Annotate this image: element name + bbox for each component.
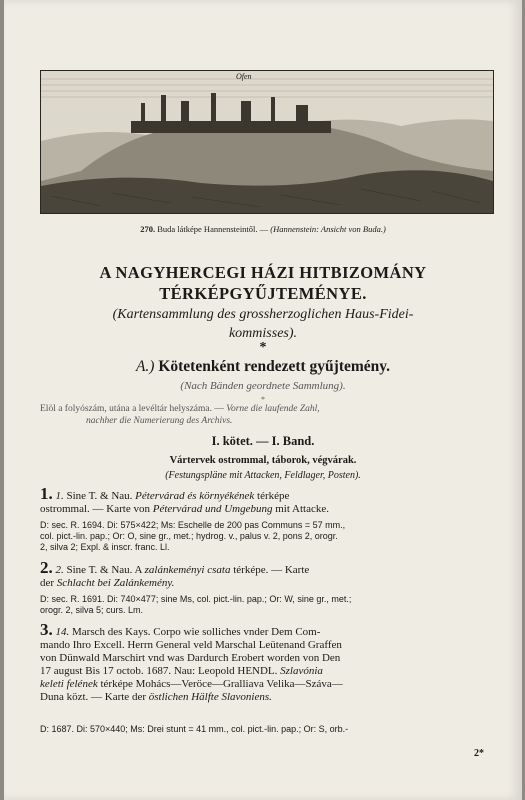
section-subtitle: (Nach Bänden geordnete Sammlung). xyxy=(180,380,346,392)
caption-german: (Hannenstein: Ansicht von Buda.) xyxy=(270,224,386,234)
entry-2-description xyxy=(40,594,500,616)
entry-text: Sine T. & Nau. xyxy=(63,490,136,502)
section-letter: A.) xyxy=(135,358,155,375)
page-title-line1: A NAGYHERCEGI HÁZI HITBIZOMÁNY xyxy=(99,263,427,282)
engraving-drawing xyxy=(41,71,493,213)
entry-archive-number: 1. xyxy=(55,490,64,502)
catalog-entry-2 xyxy=(40,558,500,590)
entry-text: 17 august Bis 17 octob. 1687. Nau: Leopold HENDL. xyxy=(40,665,278,677)
entry-text: mando Ihro Excell. Herrn General veld Marschal Leütenand Graffen xyxy=(40,639,342,651)
section-heading xyxy=(4,358,522,376)
entry-text: Duna közt. — Karte der xyxy=(40,691,149,703)
entry-meta-line: D: sec. R. 1691. Di: 740×477; sine Ms, col. pict.-lin. pap.; Or: W, sine gr., met.; xyxy=(40,594,352,604)
note-german: Vorne die laufende Zahl, xyxy=(226,404,320,414)
catalog-entry-3 xyxy=(40,620,500,704)
entry-text: ostrommal. — Karte von xyxy=(40,503,153,515)
entry-meta-line: D: 1687. Di: 570×440; Ms: Drei stunt = 41 mm., col. pict.-lin. pap.; Or: S, orb.- xyxy=(40,724,349,734)
section-title: Kötetenként rendezett gyűjtemény. xyxy=(158,358,391,375)
entry-meta-line: D: sec. R. 1694. Di: 575×422; Ms: Eschelle de 200 pas Communs = 57 mm., xyxy=(40,520,346,530)
entry-title-german: Schlacht bei Zalánkemény. xyxy=(56,577,175,589)
entry-text: Sine T. & Nau. A xyxy=(63,564,145,576)
entry-3-description xyxy=(40,724,500,735)
note-hungarian: Elöl a folyószám, utána a levéltár helyszáma. — xyxy=(40,404,224,414)
book-page xyxy=(4,0,522,800)
volume-subheading-german: (Festungspläne mit Attacken, Feldlager, Posten). xyxy=(165,470,361,481)
image-caption xyxy=(4,224,522,234)
entry-text: Marsch des Kays. Corpo wie solliches vnder Dem Com- xyxy=(69,626,321,638)
entry-number: 3. xyxy=(40,620,53,639)
town-label: Ofen xyxy=(236,72,252,81)
entry-text: der xyxy=(40,577,57,589)
entry-text: von Dünwald Marschirt vnd was Dardurch Erobert worden von Den xyxy=(40,652,341,664)
entry-text: mit Attacke. xyxy=(272,503,330,515)
entry-title: keleti felének xyxy=(40,678,98,690)
entry-archive-number: 2. xyxy=(55,564,64,576)
numbering-note xyxy=(40,403,500,427)
volume-heading: I. kötet. — I. Band. xyxy=(211,434,315,448)
entry-title: Pétervárad és környékének xyxy=(135,490,255,502)
entry-title: Szlavónia xyxy=(277,665,323,677)
subtitle-line2: kommisses). xyxy=(228,326,298,341)
caption-text: Buda látképe Hannensteintől. — xyxy=(157,224,269,234)
entry-1-description xyxy=(40,520,500,553)
entry-meta-line: 2, silva 2; Expl. & inscr. franc. Ll. xyxy=(40,542,170,552)
entry-meta-line: col. pict.-lin. pap.; Or: O, sine gr., met.; hydrog. v., palus v. 2, pons 2, orogr. xyxy=(40,531,338,541)
heading-star: * xyxy=(259,340,267,355)
entry-archive-number: 14. xyxy=(55,626,70,638)
entry-text: térképe Mohács—Veröce—Gralliava Velika—Száva— xyxy=(97,678,343,690)
subtitle-line1: (Kartensammlung des grossherzoglichen Haus-Fidei- xyxy=(112,307,414,322)
entry-title-german: östlichen Hälfte Slavoniens. xyxy=(148,691,272,703)
entry-number: 1. xyxy=(40,484,53,503)
entry-meta-line: orogr. 2, silva 5; curs. Lm. xyxy=(40,605,144,615)
entry-number: 2. xyxy=(40,558,53,577)
page-title-line2: TÉRKÉPGYŰJTEMÉNYE. xyxy=(159,284,367,303)
entry-title-german: Pétervárad und Umgebung xyxy=(152,503,273,515)
entry-title: zalánkeményi csata xyxy=(144,564,231,576)
note-german-cont: nachher die Numerierung des Archivs. xyxy=(86,416,233,426)
buda-engraving-image xyxy=(40,70,494,214)
catalog-entry-1 xyxy=(40,484,500,516)
section-star: * xyxy=(261,395,265,404)
volume-subheading: Vártervek ostrommal, táborok, végvárak. xyxy=(169,455,357,466)
signature-mark: 2* xyxy=(474,748,484,759)
caption-number: 270. xyxy=(140,224,156,234)
entry-text: térképe xyxy=(254,490,290,502)
entry-text: térképe. — Karte xyxy=(230,564,310,576)
